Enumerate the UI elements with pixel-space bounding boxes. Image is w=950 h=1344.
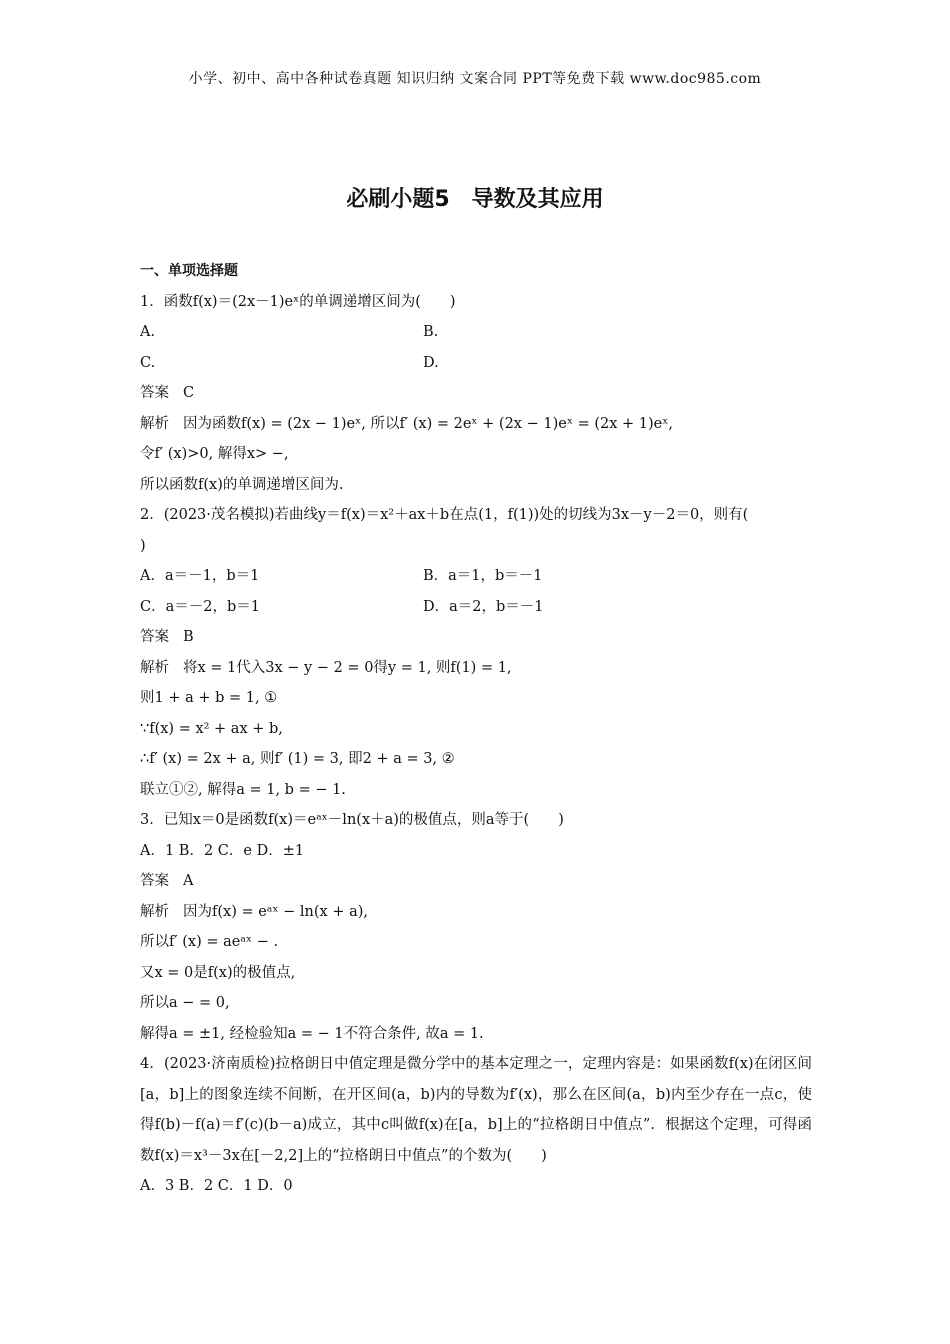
q2-options-row1 — [140, 561, 812, 592]
q3-analysis-5: 解得a = ±1, 经检验知a = − 1不符合条件, 故a = 1. — [140, 1025, 484, 1042]
q3-analysis-1 — [140, 897, 812, 928]
q2-analysis-5: 联立①②, 解得a = 1, b = − 1. — [140, 781, 346, 798]
q2-answer-value: B — [183, 629, 194, 645]
q4-options: A．3 B．2 C．1 D．0 — [140, 1178, 293, 1194]
site-header: 小学、初中、高中各种试卷真题 知识归纳 文案合同 PPT等免费下载 www.doc985.com — [188, 71, 762, 87]
q3-analysis-2: 所以f′ (x) = aeᵃˣ − . — [140, 934, 279, 950]
q1-option-a: A. — [140, 324, 156, 340]
q2-option-d: D．a＝2，b＝－1 — [423, 598, 544, 615]
q2-option-a: A．a＝－1，b＝1 — [140, 568, 260, 584]
answer-label: 答案 — [140, 629, 169, 645]
q3-analysis-3: 又x = 0是f(x)的极值点, — [140, 964, 296, 981]
q3-analysis-4: 所以a − = 0, — [140, 995, 230, 1011]
q1-stem: 1．函数f(x)＝(2x－1)eˣ的单调递增区间为( ) — [140, 293, 456, 310]
q1-options-row1 — [140, 317, 812, 348]
q1-analysis-1 — [140, 409, 812, 440]
page-title: 必刷小题5 导数及其应用 — [346, 187, 604, 212]
q1-answer-value: C — [183, 385, 195, 401]
q1-option-d: D. — [423, 354, 439, 371]
q3-answer — [140, 866, 812, 897]
answer-label: 答案 — [140, 385, 169, 401]
q1-analysis-text: 因为函数f(x) = (2x − 1)eˣ, 所以f′ (x) = 2eˣ + (2x − 1)eˣ = (2x + 1)eˣ, — [183, 415, 673, 432]
q4-stem: 4．(2023·济南质检)拉格朗日中值定理是微分学中的基本定理之一，定理内容是：如果函数f(x)在闭区间[a，b]上的图象连续不间断，在开区间(a，b)内的导数为f′(x)，那么在区间(a，b)内至少存在一点c，使得f(b)－f(a)＝f′(c)(b－a)成立，其中c叫做f(x)在[a，b]上的“拉格朗日中值点”．根据这个定理，可得函数f(x)＝x³－3x在[－2,2]上的“拉格朗日中值点”的个数为( ) — [140, 1056, 812, 1164]
q2-options-row2 — [140, 592, 812, 623]
q2-analysis-2: 则1 + a + b = 1, ① — [140, 690, 278, 706]
q2-option-b: B．a＝1，b＝－1 — [423, 568, 543, 584]
analysis-label: 解析 — [140, 415, 169, 432]
q2-analysis-4: ∴f′ (x) = 2x + a, 则f′ (1) = 3, 即2 + a = 3, ② — [140, 751, 455, 767]
q2-analysis-1 — [140, 653, 812, 684]
q2-analysis-text: 将x = 1代入3x − y − 2 = 0得y = 1, 则f(1) = 1, — [183, 659, 512, 676]
q1-option-b: B. — [423, 324, 439, 340]
q1-analysis-3: 所以函数f(x)的单调递增区间为. — [140, 476, 344, 493]
q3-analysis-text: 因为f(x) = eᵃˣ − ln(x + a), — [183, 903, 369, 920]
q3-stem: 3．已知x＝0是函数f(x)＝eᵃˣ－ln(x＋a)的极值点，则a等于( ) — [140, 812, 564, 828]
document-body — [140, 256, 812, 1202]
q1-options-row2 — [140, 348, 812, 379]
q2-stem: 2．(2023·茂名模拟)若曲线y＝f(x)＝x²＋ax＋b在点(1，f(1))处的切线为3x－y－2＝0，则有( — [140, 507, 749, 523]
q2-analysis-3: ∵f(x) = x² + ax + b, — [140, 720, 283, 737]
answer-label: 答案 — [140, 873, 169, 889]
q3-answer-value: A — [183, 873, 194, 889]
analysis-label: 解析 — [140, 903, 169, 920]
q1-answer — [140, 378, 812, 409]
q2-answer — [140, 622, 812, 653]
q1-analysis-2: 令f′ (x)>0, 解得x> −, — [140, 446, 289, 462]
q2-option-c: C．a＝－2，b＝1 — [140, 598, 260, 615]
section-heading: 一、单项选择题 — [140, 263, 238, 279]
q3-options: A．1 B．2 C．e D．±1 — [140, 842, 305, 859]
q2-stem-cont: ) — [140, 537, 146, 554]
q1-option-c: C. — [140, 354, 156, 371]
analysis-label: 解析 — [140, 659, 169, 676]
